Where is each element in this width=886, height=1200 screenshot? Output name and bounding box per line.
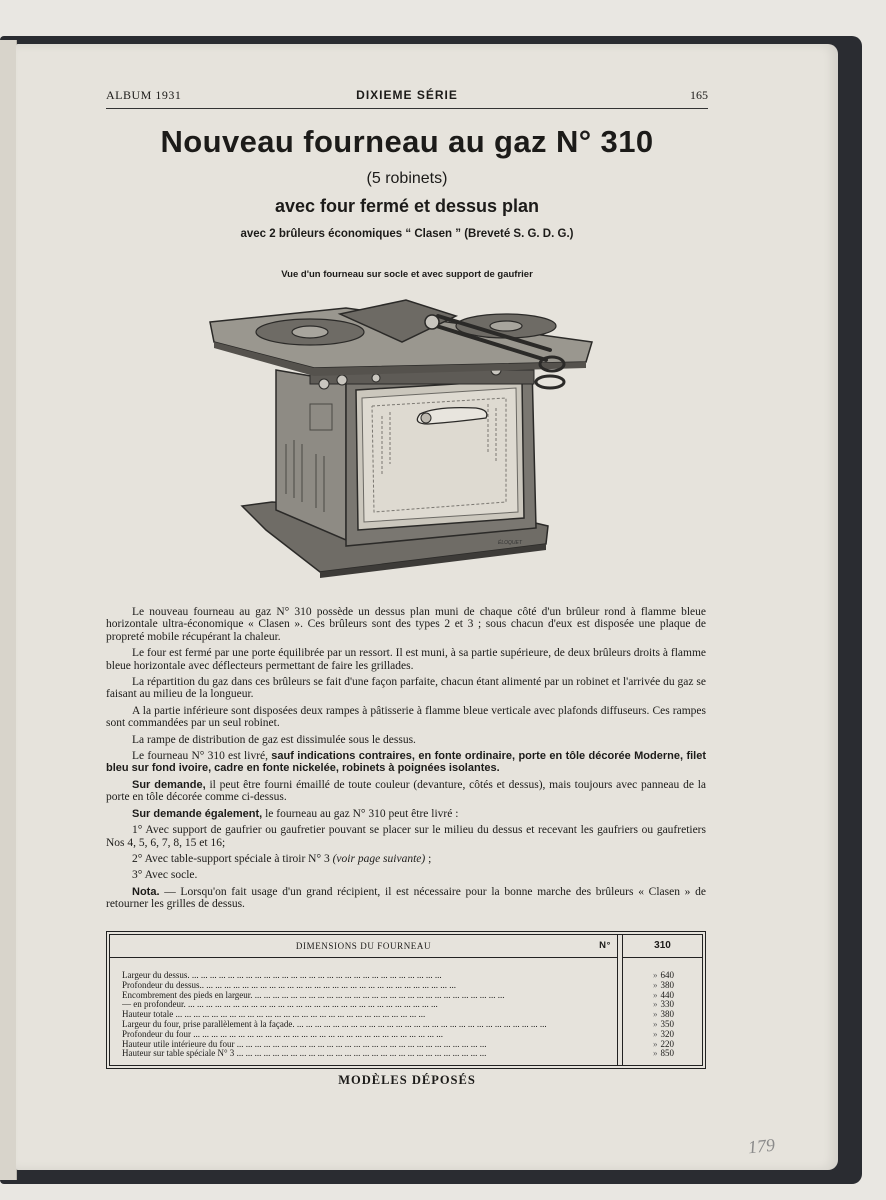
ditto-mark: » [653,989,658,1000]
nota-text: — Lorsqu'on fait usage d'un grand récipient, il est nécessaire pour la bonne marche des brûleurs « Clasen » de retourner les grilles de dessus. [106,885,706,911]
dimension-number: 380 [660,979,674,990]
dot-leader: ... ... ... ... ... ... ... ... ... ... ... ... ... ... ... ... ... ... ... ... ... ... ... ... ... ... ... ... [204,980,456,990]
illustration-caption: Vue d'un fourneau sur socle et avec support de gaufrier [281,269,533,280]
description-text [106,606,706,915]
dot-leader: ... ... ... ... ... ... ... ... ... ... ... ... ... ... ... ... ... ... ... ... ... ... ... ... ... ... ... ... [294,1019,547,1029]
dimension-label: Hauteur totale [122,1010,174,1020]
dimension-row [122,991,612,1001]
dimension-row [122,1010,612,1020]
ditto-mark: » [653,1048,658,1059]
dot-leader: ... ... ... ... ... ... ... ... ... ... ... ... ... ... ... ... ... ... ... ... ... ... ... ... ... ... ... ... [173,1010,426,1020]
dimension-values [623,971,702,1059]
dimension-label: Largeur du dessus. [122,971,190,980]
model-column-header: 310 [623,935,702,958]
paragraph-3: La répartition du gaz dans ces brûleurs se fait d'une façon parfaite, chacun étant alimenté par un robinet et l'arrivée du gaz se faisant au milieu de la longueur. [106,676,706,701]
nota-bold: Nota. [132,885,160,898]
dot-leader: ... ... ... ... ... ... ... ... ... ... ... ... ... ... ... ... ... ... ... ... ... ... ... ... ... ... ... ... [234,1049,487,1059]
dimension-number: 320 [660,1028,674,1039]
sur-demande-bold: Sur demande, [132,778,206,791]
dimension-row [122,1049,612,1059]
sur-demande-egalement-text: le fourneau au gaz N° 310 peut être livré : [265,807,459,820]
option-2 [106,853,706,865]
paragraph-livraison [106,750,706,775]
ditto-mark: » [653,1028,658,1039]
stove-illustration [206,294,598,586]
dimension-row [122,971,612,981]
dimension-number: 350 [660,1018,674,1029]
dot-leader: ... ... ... ... ... ... ... ... ... ... ... ... ... ... ... ... ... ... ... ... ... ... ... ... ... ... ... ... [189,971,442,980]
ditto-mark: » [653,999,658,1010]
footer-modeles-deposes: MODÈLES DÉPOSÉS [338,1073,476,1087]
dimensions-heading: DIMENSIONS DU FOURNEAU [295,941,432,951]
dimensions-table-header [110,935,617,958]
subtitle-four: avec four fermé et dessus plan [274,196,540,216]
option-2-end: ; [425,852,432,865]
sur-demande-egalement-bold: Sur demande également, [132,807,263,820]
sur-demande-text: il peut être fourni émaillé de toute couleur (devanture, côtés et dessus), mais toujours avec panneau de la porte en tôle décorée comme ci-dessus. [106,778,706,804]
option-1: 1° Avec support de gaufrier ou gaufretier pouvant se placer sur le milieu du dessus et recevant les gaufriers ou gaufretiers Nos 4, 5, 6, 7, 8, 15 et 16; [106,824,706,849]
paragraph-sur-demande-egalement [106,808,706,820]
dot-leader: ... ... ... ... ... ... ... ... ... ... ... ... ... ... ... ... ... ... ... ... ... ... ... ... ... ... ... ... [191,1029,443,1039]
ditto-mark: » [653,979,658,990]
subtitle-robinets: (5 robinets) [366,170,448,187]
dimension-number: 440 [660,989,674,1000]
paragraph-5: La rampe de distribution de gaz est dissimulée sous le dessus. [132,733,416,746]
ditto-mark: » [653,1009,658,1020]
subtitle-bruleurs: avec 2 brûleurs économiques “ Clasen ” (Breveté S. G. D. G.) [240,228,574,240]
paragraph-2: Le four est fermé par une porte équilibrée par un ressort. Il est muni, à sa partie supérieure, de deux brûleurs droits à flamme bleue horizontale avec déflecteurs permettant de faire les grillades. [106,647,706,672]
dimensions-table-frame [109,934,703,1066]
dimension-row [122,1020,612,1030]
dimension-label: Encombrement des pieds en largeur. [122,990,253,1000]
dimension-number: 220 [660,1038,674,1049]
dimension-row [122,1000,612,1010]
option-2-italic: (voir page suivante) [332,852,426,865]
dimension-label: Profondeur du dessus.. [122,980,204,990]
header-series: DIXIEME SÉRIE [356,88,458,102]
pencil-annotation: 179 [746,1134,776,1158]
header-album: ALBUM 1931 [106,88,182,102]
page-number: 165 [690,88,708,102]
dimension-number: 850 [660,1048,674,1059]
dimension-label: Largeur du four, prise parallèlement à la façade. [122,1019,295,1029]
dimension-number: 330 [660,999,674,1010]
option-3: 3° Avec socle. [132,869,198,882]
number-label: N° [599,940,611,951]
dimensions-table [106,931,706,1069]
livraison-bold: sauf indications contraires, en fonte ordinaire, porte en tôle décorée Moderne, filet bleu sur fond ivoire, cadre en fonte nickelée, robinets à poignées isolantes. [106,750,707,775]
dimension-labels [122,971,612,1059]
option-2-text: 2° Avec table-support spéciale à tiroir N° 3 [132,852,330,865]
dot-leader: ... ... ... ... ... ... ... ... ... ... ... ... ... ... ... ... ... ... ... ... ... ... ... ... ... ... ... ... [185,1000,438,1010]
paragraph-4: A la partie inférieure sont disposées deux rampes à pâtisserie à flamme bleue verticale avec plafonds diffuseurs. Ces rampes sont commandées par un seul robinet. [106,704,706,730]
dimension-row [122,1030,612,1040]
dimension-number: 640 [660,970,674,980]
dimension-number: 380 [660,1009,674,1020]
dimension-label: Hauteur sur table spéciale N° 3 [122,1049,235,1059]
dot-leader: ... ... ... ... ... ... ... ... ... ... ... ... ... ... ... ... ... ... ... ... ... ... ... ... ... ... ... ... [252,990,505,1000]
ditto-mark: » [653,1018,658,1029]
dimension-value [623,1049,702,1059]
page-header [106,88,708,109]
livraison-lead: Le fourneau N° 310 est livré, [132,750,268,763]
paragraph-1: Le nouveau fourneau au gaz N° 310 possède un dessus plan muni de chaque côté d'un brûleur rond à flamme bleue horizontale ultra-économique « Clasen ». Ces brûleurs sont des types 2 et 3 ; sous chacun d'eux est disposée une plaque de propreté mobile récupérant la chaleur. [106,606,706,643]
dot-leader: ... ... ... ... ... ... ... ... ... ... ... ... ... ... ... ... ... ... ... ... ... ... ... ... ... ... ... ... [234,1039,487,1049]
dimension-row [122,1040,612,1050]
illustrator-signature: ÉLOQUET [498,540,522,546]
dimension-label: — en profondeur. [122,1000,186,1010]
dimension-label: Profondeur du four [122,1029,191,1039]
paragraph-sur-demande [106,779,706,804]
paragraph-nota [106,886,706,911]
ditto-mark: » [653,1038,658,1049]
dimension-row [122,981,612,991]
page-title: Nouveau fourneau au gaz N° 310 [160,124,654,159]
ditto-mark: » [653,970,658,980]
dimension-label: Hauteur utile intérieure du four [122,1039,235,1049]
